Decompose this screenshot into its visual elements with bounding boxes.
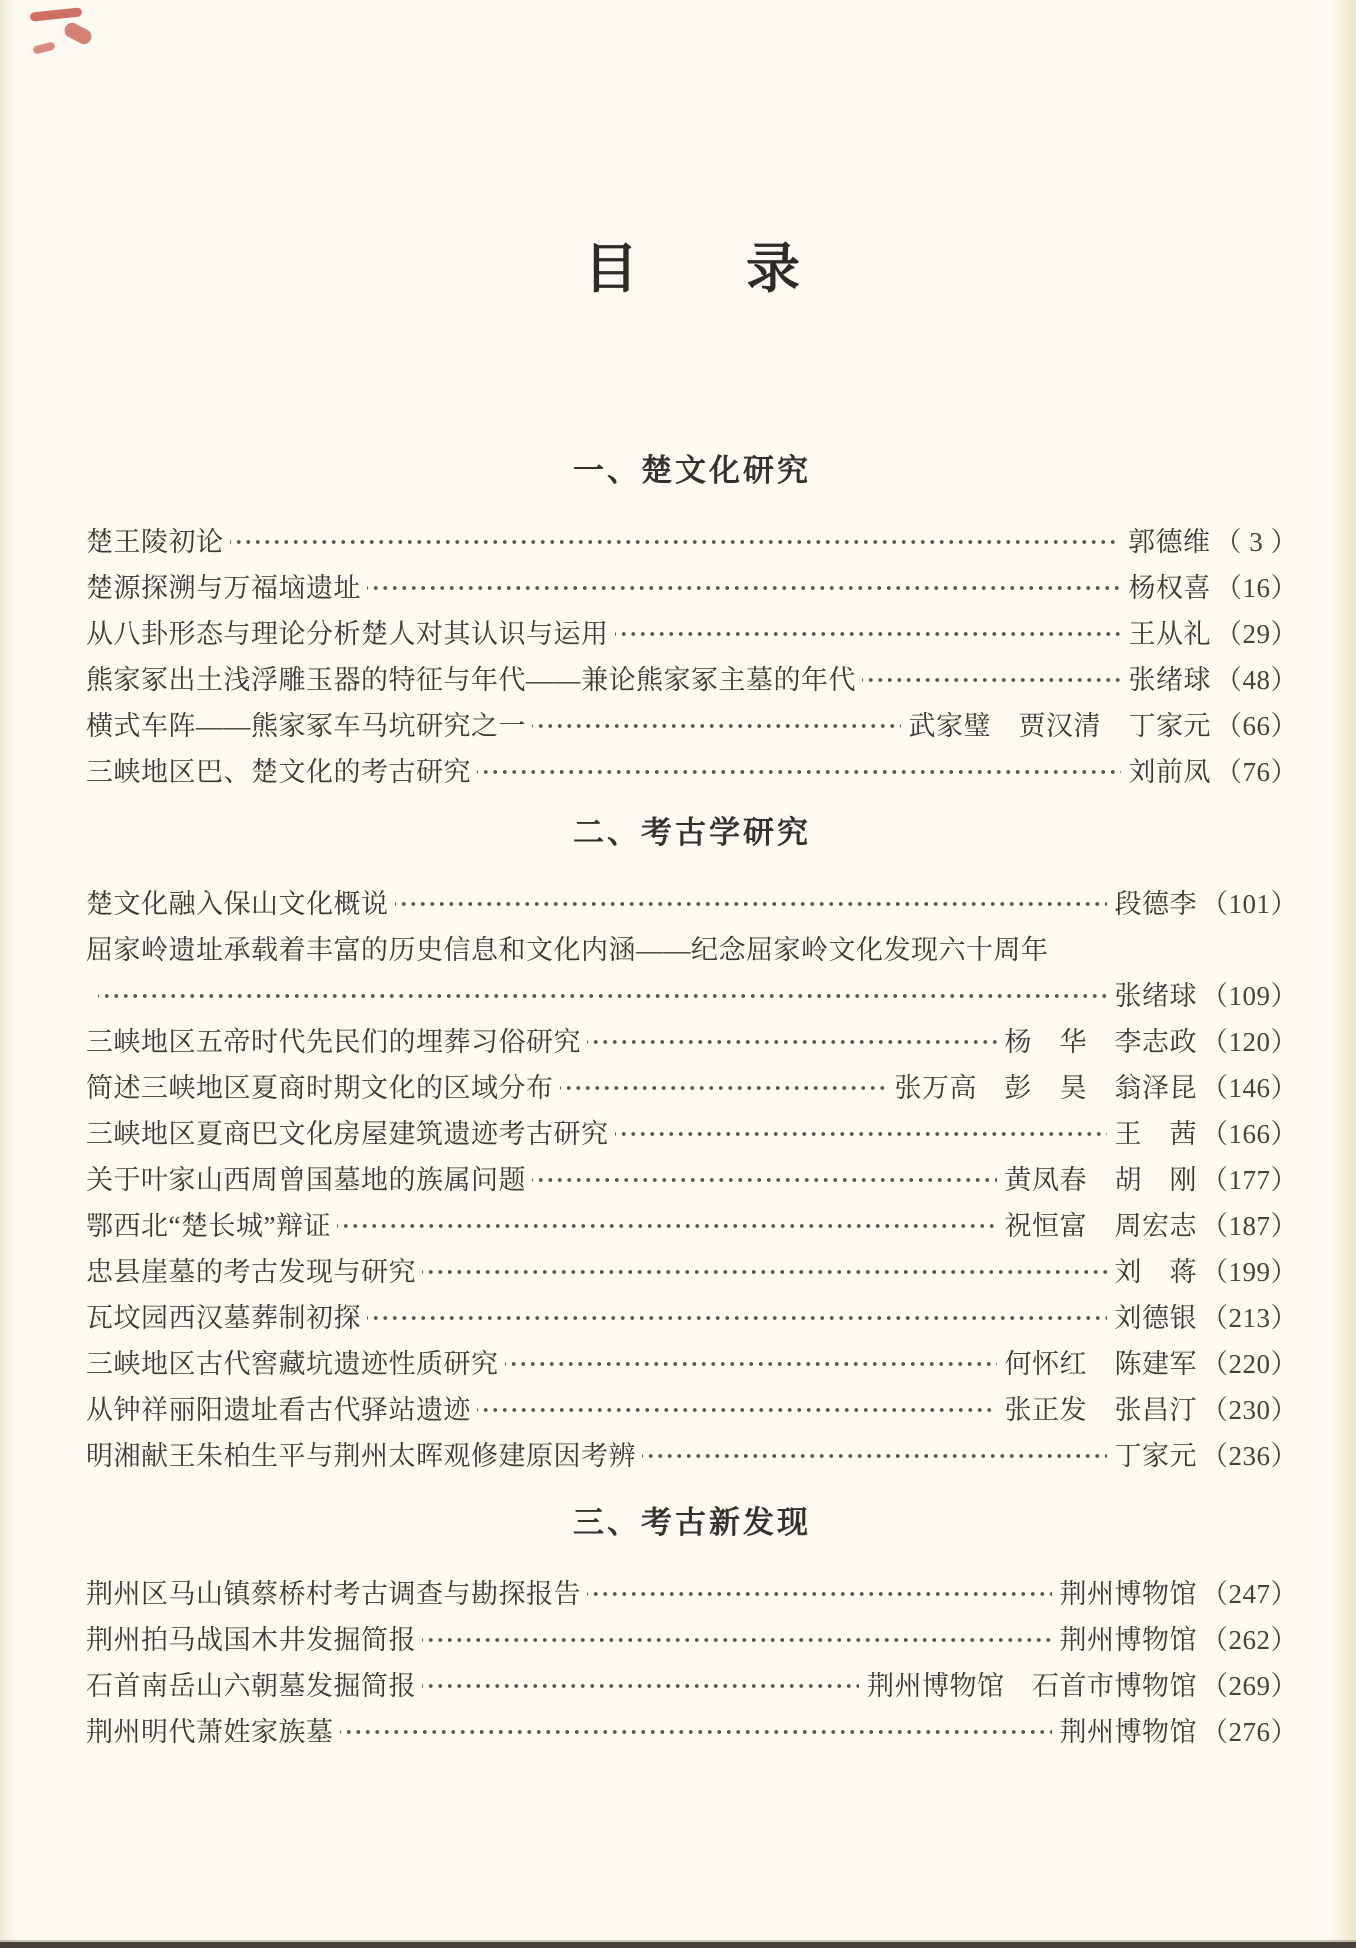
toc-entry <box>86 1295 1298 1341</box>
dot-leader <box>642 1433 1107 1479</box>
dot-leader <box>587 1571 1052 1617</box>
entry-authors: 何怀红 陈建军 <box>1004 1349 1197 1379</box>
entry-authors: 刘 蒋 <box>1114 1257 1197 1287</box>
entry-title: 石首南岳山六朝墓发掘简报 <box>86 1671 416 1701</box>
entry-title: 鄂西北“楚长城”辩证 <box>86 1211 331 1241</box>
toc-entry <box>86 1341 1298 1387</box>
entry-authors: 武家璧 贾汉清 丁家元 <box>908 711 1211 741</box>
toc-entry <box>86 519 1298 565</box>
dot-leader <box>98 973 1107 1019</box>
toc-entry <box>86 1663 1298 1709</box>
toc-entry <box>86 703 1298 749</box>
dot-leader <box>615 1111 1107 1157</box>
entry-authors: 张万高 彭 昊 翁泽昆 <box>894 1073 1197 1103</box>
page-title <box>86 226 1298 303</box>
entry-page: （213） <box>1201 1303 1298 1333</box>
entry-title: 关于叶家山西周曾国墓地的族属问题 <box>86 1165 526 1195</box>
dot-leader <box>230 519 1121 565</box>
entry-page: （146） <box>1201 1073 1298 1103</box>
entry-page: （220） <box>1201 1349 1298 1379</box>
entry-page: （247） <box>1201 1579 1298 1609</box>
entry-page: （262） <box>1201 1625 1298 1655</box>
entry-authors: 杨 华 李志政 <box>1004 1027 1197 1057</box>
dot-leader <box>505 1341 997 1387</box>
toc-section <box>86 811 1298 1479</box>
toc-entry <box>86 1249 1298 1295</box>
toc-entry <box>86 1203 1298 1249</box>
section-heading: 二、考古学研究 <box>573 815 811 851</box>
entry-authors: 荆州博物馆 <box>1059 1717 1197 1747</box>
entry-page: （276） <box>1201 1717 1298 1747</box>
entry-page: （ 3 ） <box>1214 527 1298 557</box>
entry-authors: 刘德银 <box>1114 1303 1197 1333</box>
entry-page: （16） <box>1215 573 1298 603</box>
toc-entry <box>86 749 1298 795</box>
scan-bottom-edge <box>0 1942 1356 1948</box>
entry-page: （101） <box>1201 889 1298 919</box>
section-entries <box>86 881 1298 1479</box>
toc-entry <box>86 973 1298 1019</box>
toc-entry <box>86 611 1298 657</box>
entry-title: 楚王陵初论 <box>86 527 224 557</box>
entry-title: 明湘献王朱柏生平与荆州太晖观修建原因考辨 <box>86 1441 636 1471</box>
scan-left-edge <box>0 0 14 1948</box>
entry-title: 荆州拍马战国木井发掘简报 <box>86 1625 416 1655</box>
entry-title: 三峡地区夏商巴文化房屋建筑遗迹考古研究 <box>86 1119 609 1149</box>
dot-leader <box>615 611 1121 657</box>
entry-authors: 王从礼 <box>1128 619 1211 649</box>
toc-entry <box>86 657 1298 703</box>
entry-title: 荆州区马山镇蔡桥村考古调查与勘探报告 <box>86 1579 581 1609</box>
entry-authors: 张绪球 <box>1114 981 1197 1011</box>
dot-leader <box>560 1065 887 1111</box>
dot-leader <box>477 1387 997 1433</box>
entry-authors: 祝恒富 周宏志 <box>1004 1211 1197 1241</box>
scan-right-edge <box>1330 0 1356 1948</box>
toc-content <box>86 0 1298 1755</box>
toc-entry <box>86 1387 1298 1433</box>
dot-leader <box>422 1249 1107 1295</box>
section-entries <box>86 1571 1298 1755</box>
entry-title: 简述三峡地区夏商时期文化的区域分布 <box>86 1073 554 1103</box>
dot-leader <box>340 1709 1052 1755</box>
entry-title: 横式车阵——熊家冢车马坑研究之一 <box>86 711 526 741</box>
entry-title: 屈家岭遗址承载着丰富的历史信息和文化内涵——纪念屈家岭文化发现六十周年 <box>86 935 1049 965</box>
entry-page: （29） <box>1215 619 1298 649</box>
entry-authors: 杨权喜 <box>1128 573 1211 603</box>
dot-leader <box>532 703 901 749</box>
entry-authors: 王 茜 <box>1114 1119 1197 1149</box>
toc-entry <box>86 1157 1298 1203</box>
toc-entry <box>86 1571 1298 1617</box>
toc-entry <box>86 1065 1298 1111</box>
entry-page: （76） <box>1215 757 1298 787</box>
entry-authors: 荆州博物馆 石首市博物馆 <box>867 1671 1197 1701</box>
toc-section <box>86 449 1298 795</box>
section-entries <box>86 519 1298 795</box>
entry-page: （199） <box>1201 1257 1298 1287</box>
section-heading: 一、楚文化研究 <box>573 453 811 489</box>
entry-title: 三峡地区五帝时代先民们的埋葬习俗研究 <box>86 1027 581 1057</box>
entry-page: （269） <box>1201 1671 1298 1701</box>
entry-authors: 郭德维 <box>1128 527 1211 557</box>
toc-entry <box>86 1111 1298 1157</box>
toc-entry <box>86 927 1298 973</box>
dot-leader <box>367 565 1121 611</box>
page-title-char: 录 <box>746 236 800 300</box>
entry-authors: 丁家元 <box>1114 1441 1197 1471</box>
entry-authors: 荆州博物馆 <box>1059 1579 1197 1609</box>
entry-title: 荆州明代萧姓家族墓 <box>86 1717 334 1747</box>
dot-leader <box>532 1157 997 1203</box>
entry-authors: 刘前凤 <box>1128 757 1211 787</box>
toc-entry <box>86 881 1298 927</box>
entry-page: （187） <box>1201 1211 1298 1241</box>
entry-title: 从钟祥丽阳遗址看古代驿站遗迹 <box>86 1395 471 1425</box>
entry-page: （120） <box>1201 1027 1298 1057</box>
toc-entry <box>86 1433 1298 1479</box>
entry-title: 楚源探溯与万福垴遗址 <box>86 573 361 603</box>
dot-leader <box>337 1203 997 1249</box>
red-ink-mark <box>32 41 55 54</box>
toc-entry <box>86 1709 1298 1755</box>
entry-authors: 荆州博物馆 <box>1059 1625 1197 1655</box>
entry-authors: 张绪球 <box>1128 665 1211 695</box>
red-ink-mark <box>30 7 83 21</box>
dot-leader <box>367 1295 1107 1341</box>
dot-leader <box>477 749 1121 795</box>
toc-sections <box>86 449 1298 1755</box>
entry-page: （177） <box>1201 1165 1298 1195</box>
toc-entry <box>86 1617 1298 1663</box>
section-heading: 三、考古新发现 <box>573 1505 811 1541</box>
entry-title: 三峡地区古代窖藏坑遗迹性质研究 <box>86 1349 499 1379</box>
entry-page: （230） <box>1201 1395 1298 1425</box>
dot-leader <box>395 881 1107 927</box>
entry-title: 瓦坟园西汉墓葬制初探 <box>86 1303 361 1333</box>
toc-section <box>86 1501 1298 1755</box>
entry-page: （48） <box>1215 665 1298 695</box>
entry-authors: 张正发 张昌汀 <box>1004 1395 1197 1425</box>
dot-leader <box>422 1663 859 1709</box>
entry-title: 从八卦形态与理论分析楚人对其认识与运用 <box>86 619 609 649</box>
entry-page: （166） <box>1201 1119 1298 1149</box>
entry-title: 楚文化融入保山文化概说 <box>86 889 389 919</box>
entry-title: 三峡地区巴、楚文化的考古研究 <box>86 757 471 787</box>
dot-leader <box>587 1019 997 1065</box>
page-title-char: 目 <box>584 236 638 300</box>
entry-authors: 黄凤春 胡 刚 <box>1004 1165 1197 1195</box>
entry-authors: 段德李 <box>1114 889 1197 919</box>
dot-leader <box>862 657 1121 703</box>
dot-leader <box>422 1617 1052 1663</box>
entry-page: （66） <box>1215 711 1298 741</box>
toc-entry <box>86 565 1298 611</box>
entry-title: 熊家冢出土浅浮雕玉器的特征与年代——兼论熊家冢主墓的年代 <box>86 665 856 695</box>
entry-page: （109） <box>1201 981 1298 1011</box>
toc-entry <box>86 1019 1298 1065</box>
entry-page: （236） <box>1201 1441 1298 1471</box>
entry-title: 忠县崖墓的考古发现与研究 <box>86 1257 416 1287</box>
